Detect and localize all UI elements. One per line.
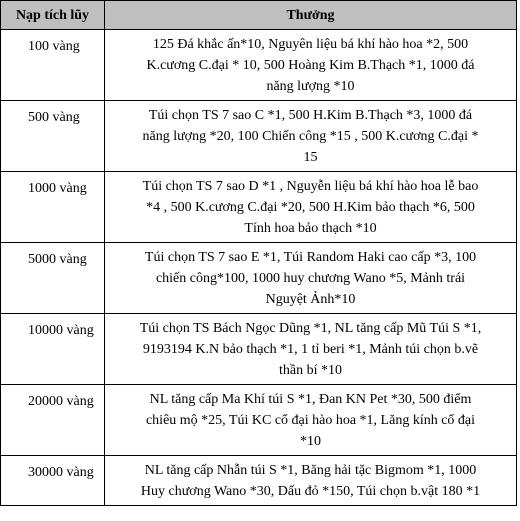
table-row <box>1 172 517 243</box>
table-row <box>1 30 517 101</box>
table-row <box>1 385 517 456</box>
reward-line: 125 Đá khắc ấn*10, Nguyên liệu bá khí hào hoa *2, 500 <box>152 37 469 52</box>
reward-cell <box>105 172 517 243</box>
reward-cell <box>105 385 517 456</box>
reward-line: Nguyệt Ảnh*10 <box>265 292 356 307</box>
reward-line: Túi chọn TS 7 sao E *1, Túi Random Haki cao cấp *3, 100 <box>144 250 477 265</box>
reward-line: K.cương C.đại * 10, 500 Hoàng Kim B.Thạch *1, 1000 đá <box>146 58 475 73</box>
reward-line: chiến công*100, 1000 huy chương Wano *5, Mảnh trái <box>155 271 466 286</box>
reward-cell <box>105 314 517 385</box>
table-row <box>1 314 517 385</box>
reward-line: thần bí *10 <box>279 363 342 378</box>
reward-cell <box>105 101 517 172</box>
table-row <box>1 456 517 506</box>
reward-line: năng lượng *10 <box>266 79 355 94</box>
amount-cell: 100 vàng <box>1 30 105 101</box>
reward-line: 9193194 K.N bảo thạch *1, 1 tỉ beri *1, Mảnh túi chọn b.vẽ <box>142 342 479 357</box>
amount-cell: 1000 vàng <box>1 172 105 243</box>
reward-cell <box>105 30 517 101</box>
table-row <box>1 101 517 172</box>
reward-line: Túi chọn TS 7 sao C *1, 500 H.Kim B.Thạch *3, 1000 đá <box>148 108 473 123</box>
amount-cell: 500 vàng <box>1 101 105 172</box>
header-reward: Thưởng <box>105 1 517 30</box>
reward-line: *4 , 500 K.cương C.đại *20, 500 H.Kim bảo thạch *6, 500 <box>146 200 475 215</box>
header-amount: Nạp tích lũy <box>1 1 105 30</box>
reward-line: NL tăng cấp Nhẫn túi S *1, Băng hải tặc Bigmom *1, 1000 <box>144 463 477 478</box>
amount-cell: 30000 vàng <box>1 456 105 506</box>
reward-line: Huy chương Wano *30, Dấu đỏ *150, Túi chọn b.vật 180 *1 <box>140 484 481 499</box>
reward-cell <box>105 243 517 314</box>
reward-cell <box>105 456 517 506</box>
header-row <box>1 1 517 30</box>
table-row <box>1 243 517 314</box>
reward-line: Tính hoa bảo thạch *10 <box>244 221 377 236</box>
amount-cell: 5000 vàng <box>1 243 105 314</box>
amount-cell: 20000 vàng <box>1 385 105 456</box>
reward-line: *10 <box>300 434 321 449</box>
reward-line: chiêu mộ *25, Túi KC cổ đại hào hoa *1, Lăng kính cổ đại <box>145 413 476 428</box>
reward-line: NL tăng cấp Ma Khí túi S *1, Đan KN Pet *30, 500 điểm <box>149 392 472 407</box>
reward-line: Túi chọn TS Bách Ngọc Dũng *1, NL tăng cấp Mũ Túi S *1, <box>139 321 482 336</box>
amount-cell: 10000 vàng <box>1 314 105 385</box>
reward-line: Túi chọn TS 7 sao D *1 , Nguyễn liệu bá khí hào hoa lễ bao <box>142 179 479 194</box>
reward-line: năng lượng *20, 100 Chiến công *15 , 500 K.cương C.đại * <box>142 129 479 144</box>
reward-line: 15 <box>303 150 318 165</box>
